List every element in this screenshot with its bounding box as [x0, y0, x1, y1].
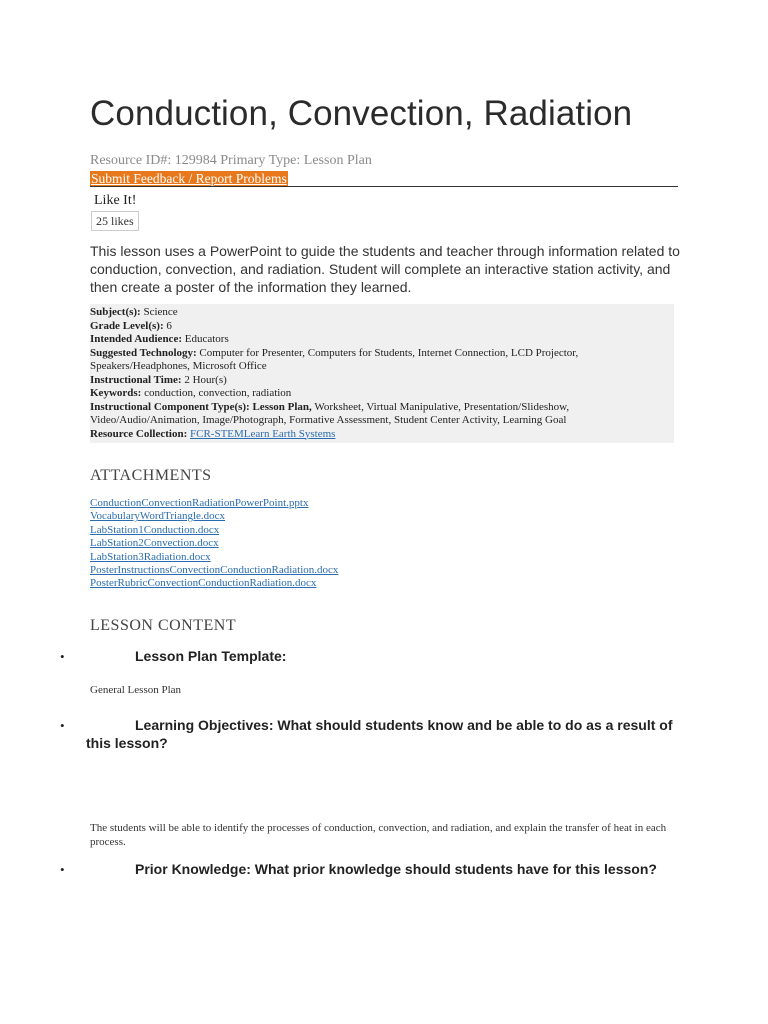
- attachment-link[interactable]: PosterRubricConvectionConductionRadiation.docx: [90, 577, 317, 590]
- like-button[interactable]: Like It!: [94, 193, 137, 208]
- detail-grade: Grade Level(s): 6: [90, 319, 172, 332]
- lesson-summary: This lesson uses a PowerPoint to guide the students and teacher through information related to conduction, convection, and radiation. Student will complete an interactive station activity, and then create a poster of the information they learned.: [90, 243, 680, 295]
- detail-component-types: Instructional Component Type(s): Lesson Plan, Worksheet, Virtual Manipulative, Presentation/Slideshow, Video/Audio/Animation, Image/Photograph, Formative Assessment, Student Center Activity, Learning Goal: [90, 400, 570, 426]
- title-divider: [90, 186, 678, 187]
- collection-link[interactable]: FCR-STEMLearn Earth Systems: [190, 427, 336, 440]
- attachments-heading: ATTACHMENTS: [90, 467, 212, 484]
- attachment-link[interactable]: LabStation3Radiation.docx: [90, 550, 211, 563]
- prior-knowledge-question: Prior Knowledge: What prior knowledge should students have for this lesson?: [135, 861, 657, 877]
- bullet-icon: •: [60, 649, 65, 664]
- submit-feedback-link[interactable]: Submit Feedback / Report Problems: [91, 171, 287, 186]
- template-answer: General Lesson Plan: [90, 684, 182, 696]
- attachment-link[interactable]: ConductionConvectionRadiationPowerPoint.pptx: [90, 497, 309, 509]
- attachment-link[interactable]: LabStation2Convection.docx: [90, 537, 219, 550]
- template-question: Lesson Plan Template:: [135, 648, 287, 664]
- detail-audience: Intended Audience: Educators: [90, 333, 229, 345]
- attachment-link[interactable]: LabStation1Conduction.docx: [90, 523, 220, 536]
- attachments-list: [90, 497, 338, 591]
- lesson-content-heading: LESSON CONTENT: [90, 617, 237, 634]
- detail-technology: Suggested Technology: Computer for Presenter, Computers for Students, Internet Connection, LCD Projector, Speakers/Headphones, Microsoft Office: [90, 346, 579, 372]
- detail-keywords: Keywords: conduction, convection, radiation: [90, 387, 292, 399]
- objectives-question: Learning Objectives: What should students know and be able to do as a result of this lesson?: [86, 717, 673, 751]
- resource-details: [90, 304, 674, 443]
- page-title: Conduction, Convection, Radiation: [90, 94, 633, 133]
- attachment-link[interactable]: VocabularyWordTriangle.docx: [90, 510, 226, 523]
- detail-collection: Resource Collection: FCR-STEMLearn Earth Systems: [90, 427, 336, 440]
- attachment-link[interactable]: PosterInstructionsConvectionConductionRadiation.docx: [90, 564, 339, 577]
- objectives-answer: The students will be able to identify the processes of conduction, convection, and radiation, and explain the transfer of heat in each process.: [90, 822, 667, 848]
- detail-time: Instructional Time: 2 Hour(s): [90, 373, 227, 386]
- bullet-icon: •: [60, 862, 65, 877]
- detail-subjects: Subject(s): Science: [90, 306, 178, 318]
- likes-count-badge: 25 likes: [91, 211, 139, 231]
- bullet-icon: •: [60, 718, 65, 733]
- resource-meta: Resource ID#: 129984 Primary Type: Lesson Plan: [90, 153, 372, 168]
